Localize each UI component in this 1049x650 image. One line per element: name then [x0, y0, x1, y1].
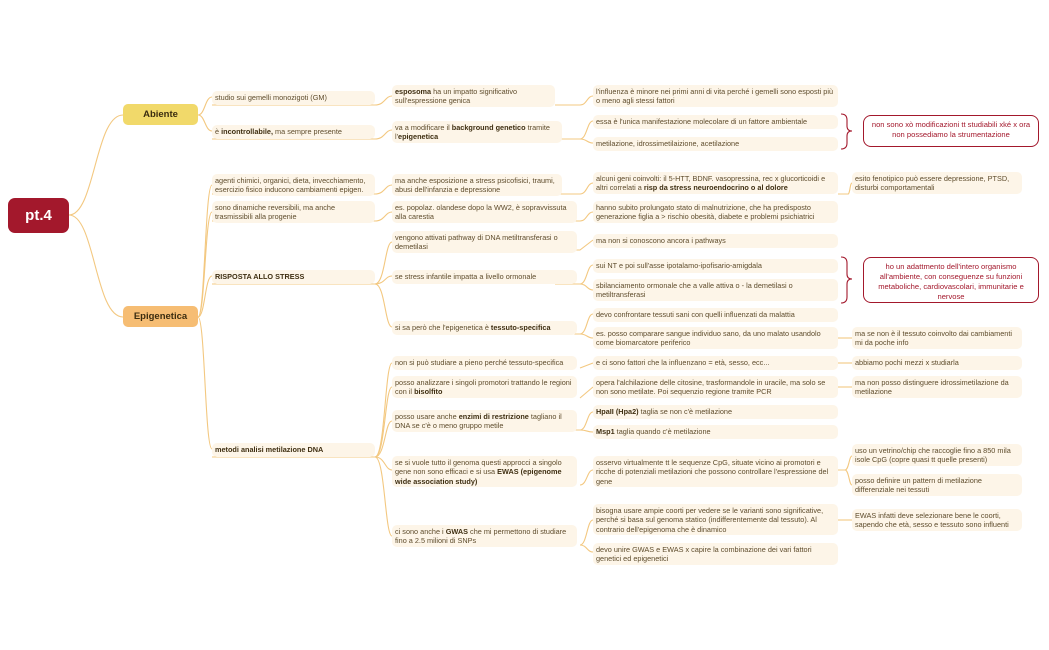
bisolfito-pre: posso analizzare i singoli promotori trattando le regioni con il — [395, 378, 572, 397]
osservo-node[interactable]: osservo virtualmente tt le sequenze CpG, situate vicino ai promotori e ricche di potenziali metilazioni che possono controllare l'espressione del gene — [593, 456, 838, 487]
tessuto-bold: tessuto-specifica — [490, 323, 551, 332]
fattori-node[interactable]: e ci sono fattori che la influenzano = età, sesso, ecc... — [593, 356, 838, 370]
epigenetica-bold: epigenetica — [398, 132, 439, 142]
msp1-text: taglia quando c'è metilazione — [614, 427, 711, 436]
dinamiche-node[interactable]: sono dinamiche reversibili, ma anche trasmissibili alla progenie — [212, 201, 375, 223]
bisolfito-node[interactable] — [392, 376, 577, 398]
stress-psico-node[interactable]: ma anche esposizione a stress psicofisici, traumi, abusi dell'infanzia e depressione — [392, 174, 562, 196]
pieno-node[interactable]: non si può studiare a pieno perché tessuto-specifica — [392, 356, 577, 370]
confrontare-node[interactable]: devo confrontare tessuti sani con quelli influenzati da malattia — [593, 308, 838, 322]
msp1-bold: Msp1 — [596, 427, 615, 436]
infantile-node[interactable]: se stress infantile impatta a livello ormonale — [392, 270, 577, 284]
tessuto-pre: si sa però che l'epigenetica è — [395, 323, 491, 332]
incontr-bold: incontrollabile, — [221, 127, 273, 136]
background-mid: tramite l' — [395, 123, 550, 142]
enzimi-node[interactable] — [392, 410, 577, 432]
bisolfito-bold: bisolfito — [414, 387, 443, 397]
coorti-node[interactable]: bisogna usare ampie coorti per vedere se le varianti sono significative, perché si basa sul genoma statico (indifferentemente dal tessuto). Al contrario dell'epigenoma che è dinamico — [593, 504, 838, 535]
esposoma-bold: esposoma — [395, 87, 432, 96]
vetrino-node[interactable]: uso un vetrino/chip che raccoglie fino a 850 mila isole CpG (copre quasi tt quelle presenti) — [852, 444, 1022, 466]
abiente-callout[interactable]: non sono xò modificazioni tt studiabili xké x ora non possediamo la strumentazione — [863, 115, 1039, 147]
ewas-bold: EWAS (epigenome wide association study) — [395, 467, 562, 486]
esito-node[interactable]: esito fenotipico può essere depressione, PTSD, disturbi comportamentali — [852, 172, 1022, 194]
gwas-bold: GWAS — [445, 527, 469, 536]
unica-node[interactable]: essa è l'unica manifestazione molecolare di un fattore ambientale — [593, 115, 838, 129]
geni-node[interactable] — [593, 172, 838, 194]
stress-callout[interactable]: ho un adattmento dell'intero organismo all'ambiente, con conseguenze su funzioni metaboliche, cardiovascolari, immunitarie e nervose — [863, 257, 1039, 303]
hpall-text: taglia se non c'è metilazione — [638, 407, 733, 416]
background-node[interactable] — [392, 121, 562, 143]
epigenetica-node[interactable]: Epigenetica — [123, 306, 198, 327]
influenza-node[interactable]: l'influenza è minore nei primi anni di vita perché i gemelli sono esposti più o meno agli stessi fattori — [593, 85, 838, 107]
background-pre: va a modificare il — [395, 123, 452, 132]
msp1-node[interactable] — [593, 425, 838, 439]
non-conosc-node[interactable]: ma non si conoscono ancora i pathways — [593, 234, 838, 248]
ewas-coorti-node[interactable]: EWAS infatti deve selezionare bene le coorti, sapendo che età, sesso e tessuto sono influenti — [852, 509, 1022, 531]
olandese-node[interactable]: es. popolaz. olandese dopo la WW2, è sopravvissuta alla carestia — [392, 201, 577, 223]
incontr-pre: è — [215, 127, 222, 136]
comparare-node[interactable]: es. posso comparare sangue individuo sano, da uno malato usandolo come biomarcatore periferico — [593, 327, 838, 349]
geni-bold: risp da stress neuroendocrino o al dolore — [643, 183, 788, 193]
abiente-node[interactable]: Abiente — [123, 104, 198, 125]
enzimi-bold: enzimi di restrizione — [458, 412, 529, 421]
hpall-node[interactable] — [593, 405, 838, 419]
ewas-node[interactable] — [392, 456, 577, 487]
gwas-node[interactable] — [392, 525, 577, 547]
pattern-node[interactable]: posso definire un pattern di metilazione differenziale nei tessuti — [852, 474, 1022, 496]
coinvolto-node[interactable]: ma se non è il tessuto coinvolto dai cambiamenti mi da poche info — [852, 327, 1022, 349]
root-node[interactable]: pt.4 — [8, 198, 69, 233]
nt-node[interactable]: sui NT e poi sull'asse ipotalamo-ipofisario-amigdala — [593, 259, 838, 273]
esposoma-node[interactable] — [392, 85, 555, 107]
sbilanciamento-node[interactable]: sbilanciamento ormonale che a valle attiva o - la demetilasi o metiltransferasi — [593, 279, 838, 301]
mezzi-node[interactable]: abbiamo pochi mezzi x studiarla — [852, 356, 1022, 370]
unire-node[interactable]: devo unire GWAS e EWAS x capire la combinazione dei vari fattori genetici ed epigenetici — [593, 543, 838, 565]
esposoma-text: ha un impatto significativo sull'espressione genica — [395, 87, 518, 106]
hpall-bold: HpaII (Hpa2) — [596, 407, 639, 416]
incontr-text: ma sempre presente — [273, 127, 342, 136]
geni-pre: alcuni geni coinvolti: il 5-HTT, BDNF. vasopressina, rec x glucorticoidi e altri correlati a — [596, 174, 826, 193]
tessuto-node[interactable] — [392, 321, 577, 335]
metilazione-node[interactable]: metilazione, idrossimetilaizione, acetilazione — [593, 137, 838, 151]
enzimi-post: tagliano il DNA se c'è o meno gruppo metile — [395, 412, 562, 431]
incontrollabile-node[interactable] — [212, 125, 375, 139]
gwas-pre: ci sono anche i — [395, 527, 446, 536]
agenti-node[interactable]: agenti chimici, organici, dieta, invecchiamento, esercizio fisico inducono cambiamenti epigen. — [212, 174, 375, 196]
risposta-stress-node[interactable]: RISPOSTA ALLO STRESS — [212, 270, 375, 284]
enzimi-pre: posso usare anche — [395, 412, 459, 421]
gwas-post: che mi permettono di studiare fino a 2.5 milioni di SNPs — [395, 527, 567, 546]
distinguere-node[interactable]: ma non posso distinguere idrossimetilazione da metilazione — [852, 376, 1022, 398]
background-bold: background genetico — [451, 123, 526, 132]
ewas-pre: se si vuole tutto il genoma questi approcci a singolo gene non sono efficaci e si usa — [395, 458, 562, 477]
pathway-node[interactable]: vengono attivati pathway di DNA metiltransferasi o demetilasi — [392, 231, 577, 253]
gemelli-node[interactable]: studio sui gemelli monozigoti (GM) — [212, 91, 375, 105]
malnutrizione-node[interactable]: hanno subito prolungato stato di malnutrizione, che ha predisposto generazione figlia a > rischio obesità, diabete e problemi psichiatrici — [593, 201, 838, 223]
alchilazione-node[interactable]: opera l'alchilazione delle citosine, trasformandole in uracile, ma solo se non sono metilate. Poi sequenzio regione tramite PCR — [593, 376, 838, 398]
metodi-node[interactable]: metodi analisi metilazione DNA — [212, 443, 375, 457]
